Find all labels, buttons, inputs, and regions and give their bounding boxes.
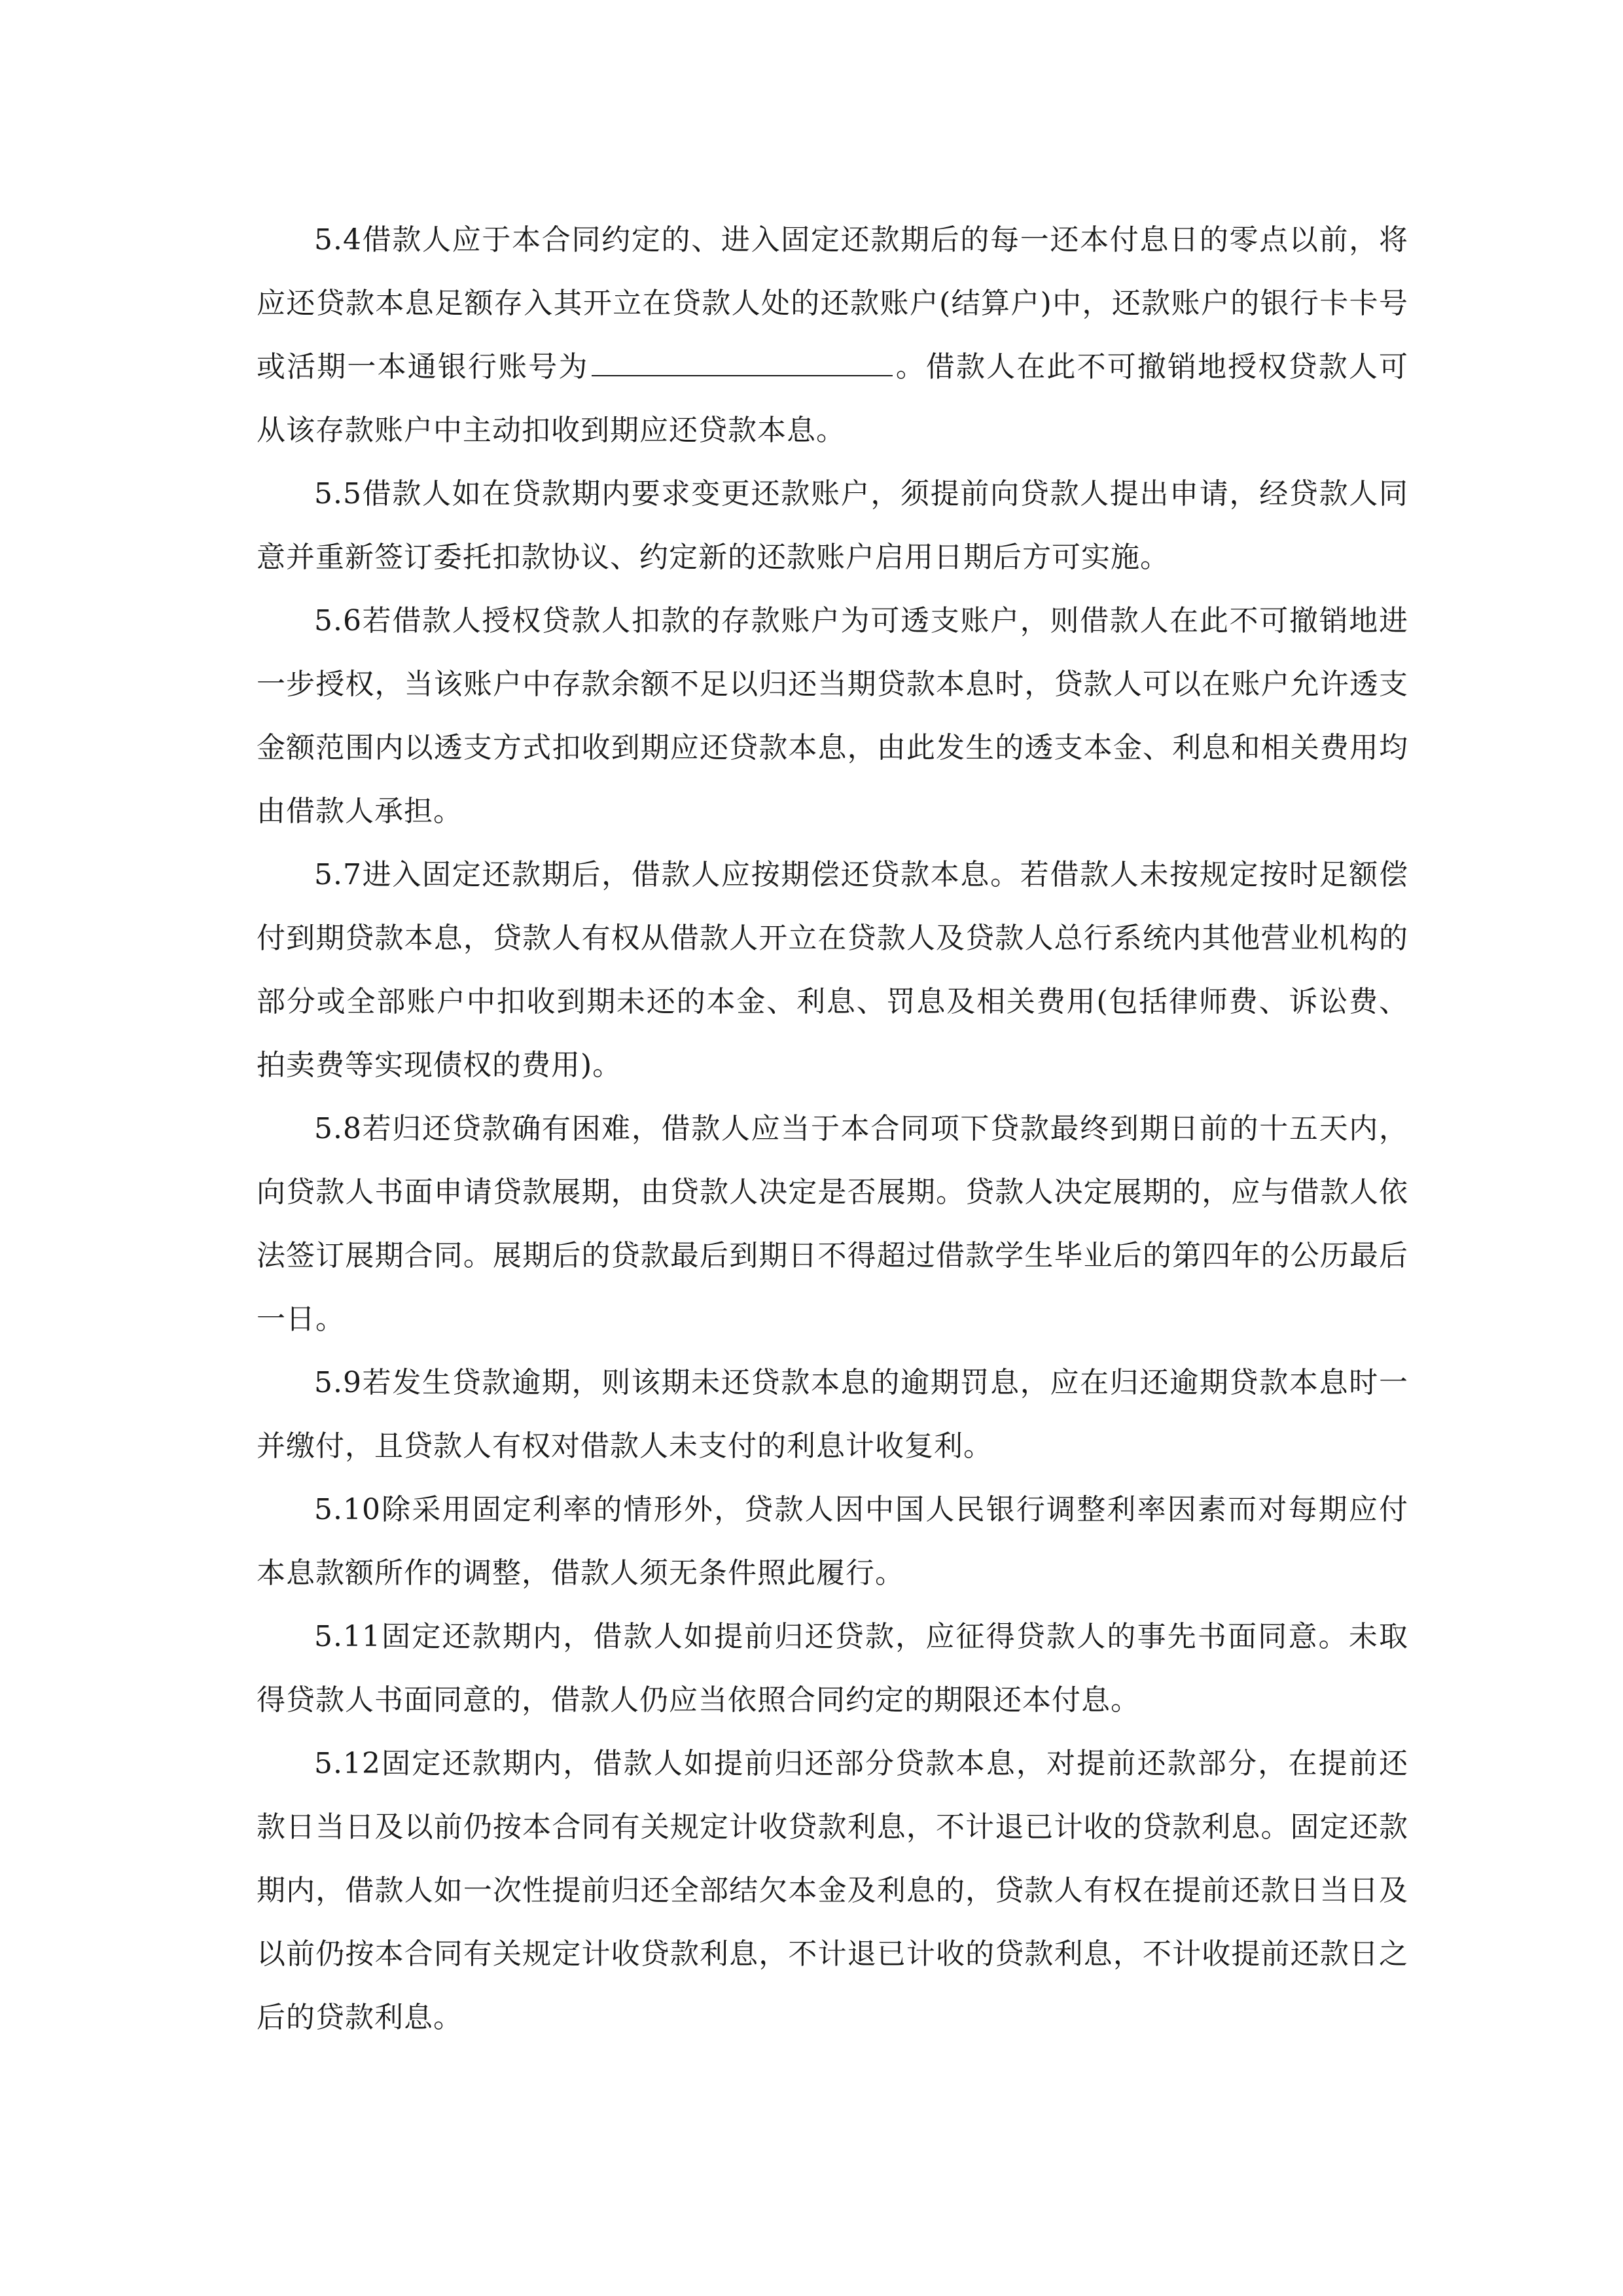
clause-5-8: 5.8若归还贷款确有困难，借款人应当于本合同项下贷款最终到期日前的十五天内，向贷款人书面申请贷款展期，由贷款人决定是否展期。贷款人决定展期的，应与借款人依法签订展期合同。展期后的贷款最后到期日不得超过借款学生毕业后的第四年的公历最后一日。 bbox=[257, 1112, 1408, 1336]
clause-5-6: 5.6若借款人授权贷款人扣款的存款账户为可透支账户，则借款人在此不可撤销地进一步授权，当该账户中存款余额不足以归还当期贷款本息时，贷款人可以在账户允许透支金额范围内以透支方式扣收到期应还贷款本息，由此发生的透支本金、利息和相关费用均由借款人承担。 bbox=[257, 604, 1408, 828]
clause-5-4-text-before: 5.4借款人应于本合同约定的、进入固定还款期后的每一还本付息日的零点以前，将应还贷款本息足额存入其开立在贷款人处的还款账户(结算户)中，还款账户的银行卡卡号或活期一本通银行账号为 bbox=[257, 223, 1408, 384]
clause-5-4 bbox=[257, 208, 1408, 462]
clause-5-4-text-after: 。借款人在此不可撤销地授权贷款人可从该存款账户中主动扣收到期应还贷款本息。 bbox=[257, 350, 1409, 447]
document-body bbox=[257, 208, 1408, 2049]
account-number-blank bbox=[592, 351, 893, 376]
clause-5-11: 5.11固定还款期内，借款人如提前归还贷款，应征得贷款人的事先书面同意。未取得贷款人书面同意的，借款人仍应当依照合同约定的期限还本付息。 bbox=[257, 1620, 1408, 1717]
clause-5-7: 5.7进入固定还款期后，借款人应按期偿还贷款本息。若借款人未按规定按时足额偿付到期贷款本息，贷款人有权从借款人开立在贷款人及贷款人总行系统内其他营业机构的部分或全部账户中扣收到期未还的本金、利息、罚息及相关费用(包括律师费、诉讼费、拍卖费等实现债权的费用)。 bbox=[257, 858, 1408, 1082]
clause-5-12: 5.12固定还款期内，借款人如提前归还部分贷款本息，对提前还款部分，在提前还款日当日及以前仍按本合同有关规定计收贷款利息，不计退已计收的贷款利息。固定还款期内，借款人如一次性提前归还全部结欠本金及利息的，贷款人有权在提前还款日当日及以前仍按本合同有关规定计收贷款利息，不计退已计收的贷款利息，不计收提前还款日之后的贷款利息。 bbox=[257, 1747, 1408, 2034]
clause-5-10: 5.10除采用固定利率的情形外，贷款人因中国人民银行调整利率因素而对每期应付本息款额所作的调整，借款人须无条件照此履行。 bbox=[257, 1493, 1408, 1590]
clause-5-5: 5.5借款人如在贷款期内要求变更还款账户，须提前向贷款人提出申请，经贷款人同意并重新签订委托扣款协议、约定新的还款账户启用日期后方可实施。 bbox=[257, 477, 1408, 574]
clause-5-9: 5.9若发生贷款逾期，则该期未还贷款本息的逾期罚息，应在归还逾期贷款本息时一并缴付，且贷款人有权对借款人未支付的利息计收复利。 bbox=[257, 1366, 1408, 1463]
